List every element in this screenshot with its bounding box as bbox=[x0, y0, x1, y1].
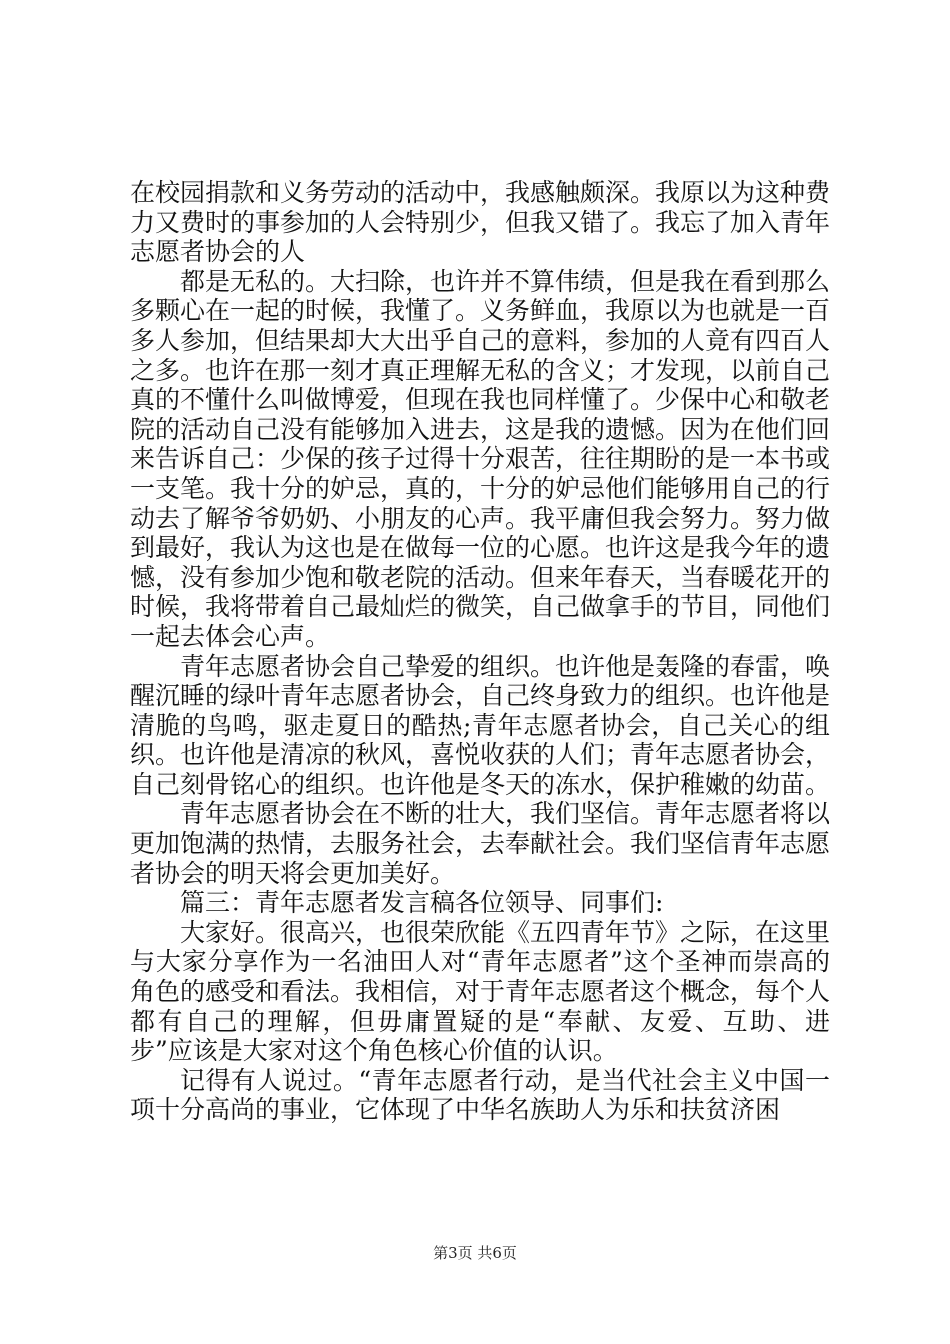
paragraph-3: 青年志愿者协会自己挚爱的组织。也许他是轰隆的春雷，唤醒沉睡的绿叶青年志愿者协会，自己终身致力的组织。也许他是清脆的鸟鸣，驱走夏日的酷热;青年志愿者协会，自己关心的组织。也许他是清凉的秋风，喜悦收获的人们；青年志愿者协会，自己刻骨铭心的组织。也许他是冬天的冻水，保护稚嫩的幼苗。 bbox=[130, 651, 831, 799]
section-heading: 篇三：青年志愿者发言稿各位领导、同事们: bbox=[180, 888, 664, 918]
paragraph-4: 青年志愿者协会在不断的壮大，我们坚信。青年志愿者将以更加饱满的热情，去服务社会，去奉献社会。我们坚信青年志愿者协会的明天将会更加美好。 bbox=[130, 799, 831, 888]
paragraph-5: 大家好。很高兴，也很荣欣能《五四青年节》之际，在这里与大家分享作为一名油田人对“青年志愿者”这个圣神而崇高的角色的感受和看法。我相信，对于青年志愿者这个概念，每个人都有自己的理解，但毋庸置疑的是“奉献、友爱、互助、进步”应该是大家对这个角色核心价值的认识。 bbox=[130, 917, 831, 1066]
paragraph-2: 都是无私的。大扫除，也许并不算伟绩，但是我在看到那么多颗心在一起的时候，我懂了。义务鲜血，我原以为也就是一百多人参加，但结果却大大出乎自己的意料，参加的人竟有四百人之多。也许在那一刻才真正理解无私的含义；才发现，以前自己真的不懂什么叫做博爱，但现在我也同样懂了。少保中心和敬老院的活动自己没有能够加入进去，这是我的遗憾。因为在他们回来告诉自己：少保的孩子过得十分艰苦，往往期盼的是一本书或一支笔。我十分的妒忌，真的，十分的妒忌他们能够用自己的行动去了解爷爷奶奶、小朋友的心声。我平庸但我会努力。努力做到最好，我认为这也是在做每一位的心愿。也许这是我今年的遗憾，没有参加少饱和敬老院的活动。但来年春天，当春暖花开的时候，我将带着自己最灿烂的微笑，自己做拿手的节目，同他们一起去体会心声。 bbox=[130, 266, 831, 651]
paragraph-6: 记得有人说过。“青年志愿者行动，是当代社会主义中国一项十分高尚的事业，它体现了中华名族助人为乐和扶贫济困 bbox=[130, 1065, 830, 1125]
paragraph-1: 在校园捐款和义务劳动的活动中，我感触颇深。我原以为这种费力又费时的事参加的人会特别少，但我又错了。我忘了加入青年志愿者协会的人 bbox=[130, 178, 831, 267]
page-number-footer: 第3页 共6页 bbox=[433, 1244, 517, 1262]
document-body bbox=[130, 178, 830, 1125]
